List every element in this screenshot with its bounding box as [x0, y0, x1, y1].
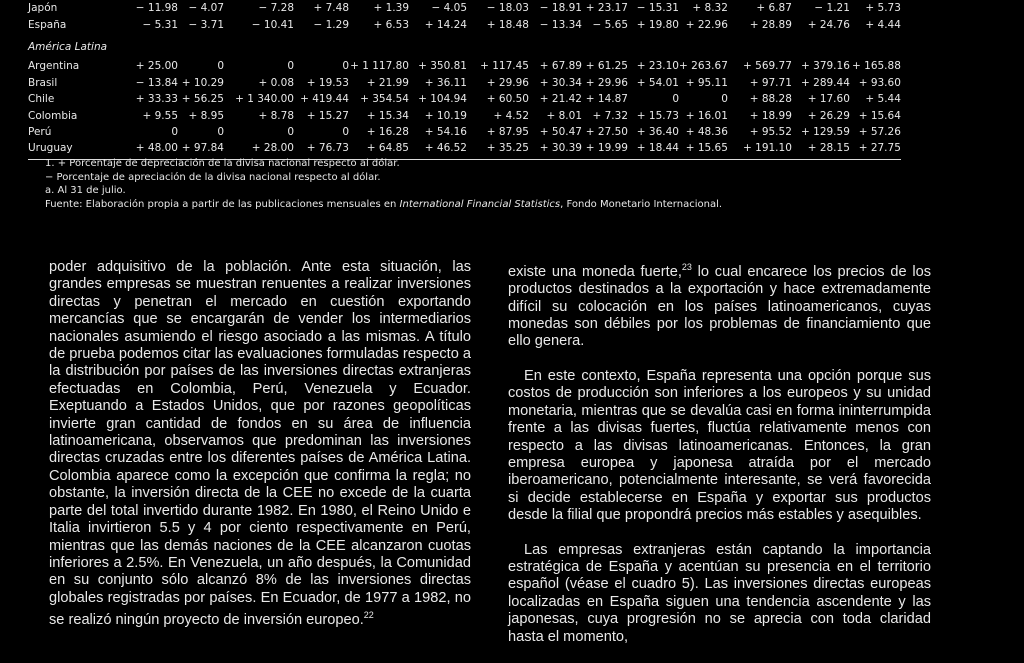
- value-cell: + 23.17: [585, 2, 628, 15]
- value-cell: + 48.00: [114, 140, 178, 159]
- value-cell: − 18.91: [539, 2, 582, 15]
- table-row: [28, 58, 901, 74]
- value-cell: + 5.73: [865, 2, 901, 15]
- value-cell: 0: [342, 60, 349, 73]
- value-cell: + 87.95: [486, 125, 529, 138]
- value-cell: + 60.50: [486, 93, 529, 106]
- country-cell: Chile: [28, 93, 55, 106]
- value-cell: 0: [217, 60, 224, 73]
- table-row: [28, 107, 901, 123]
- table-source: [45, 198, 722, 212]
- country-cell: España: [28, 18, 67, 31]
- right-paragraph-1: [508, 259, 931, 351]
- value-cell: + 263.67: [679, 60, 728, 73]
- value-cell: + 191.10: [728, 140, 792, 159]
- value-cell: + 95.52: [749, 125, 792, 138]
- value-cell: + 289.44: [801, 76, 850, 89]
- value-cell: + 354.54: [360, 93, 409, 106]
- value-cell: 0: [342, 125, 349, 138]
- value-cell: + 379.16: [801, 60, 850, 73]
- value-cell: + 97.71: [749, 76, 792, 89]
- value-cell: + 29.96: [585, 76, 628, 89]
- value-cell: + 97.84: [178, 140, 224, 159]
- value-cell: + 7.48: [313, 2, 349, 15]
- value-cell: + 14.87: [585, 93, 628, 106]
- value-cell: − 1.29: [313, 18, 349, 31]
- value-cell: + 25.00: [135, 60, 178, 73]
- value-cell: + 57.26: [858, 125, 901, 138]
- right-paragraph-3: Las empresas extranjeras están captando la importancia estratégica de España y acentúan su presencia en el territorio español (véase el cuadro 5). Las inversiones directas europeas localizadas en España siguen una tendencia ascendente y las japonesas, cuya progresión no se aprecia con toda claridad hasta el momento,: [508, 541, 931, 645]
- value-cell: 0: [217, 125, 224, 138]
- value-cell: − 3.71: [188, 18, 224, 31]
- country-cell: Japón: [28, 2, 58, 15]
- right-text-column: [508, 259, 931, 663]
- section-label: América Latina: [28, 40, 108, 53]
- value-cell: + 15.65: [679, 140, 728, 159]
- value-cell: + 21.42: [539, 93, 582, 106]
- value-cell: + 46.52: [409, 140, 467, 159]
- value-cell: + 33.33: [135, 93, 178, 106]
- value-cell: − 10.41: [251, 18, 294, 31]
- value-cell: + 27.75: [850, 140, 901, 159]
- country-cell: Perú: [28, 125, 52, 138]
- value-cell: + 165.88: [852, 60, 901, 73]
- country-cell: Brasil: [28, 76, 58, 89]
- value-cell: + 54.01: [636, 76, 679, 89]
- value-cell: + 29.96: [486, 76, 529, 89]
- table-notes: [45, 157, 722, 211]
- value-cell: − 11.98: [135, 2, 178, 15]
- value-cell: + 18.99: [749, 109, 792, 122]
- value-cell: + 30.34: [539, 76, 582, 89]
- country-cell: Colombia: [28, 109, 78, 122]
- value-cell: + 56.25: [181, 93, 224, 106]
- value-cell: + 67.89: [539, 60, 582, 73]
- value-cell: + 95.11: [685, 76, 728, 89]
- right-paragraph-2: En este contexto, España representa una opción porque sus costos de producción son inferiores a los europeos y su unidad monetaria, mientras que se devalúa casi en forma ininterrumpida frente a las divisas fuertes, fluctúa relativamente menos con respecto a las divisas latinoamericanas. Entonces, la gran empresa europea y japonesa atraída por el mercado iberoamericano, potencialmente interesante, se verá favorecida si decide establecerse en España y exportar sus productos desde la filial que propondrá precios más estables y asequibles.: [508, 367, 931, 524]
- value-cell: + 27.50: [585, 125, 628, 138]
- note-appreciation: − Porcentaje de apreciación de la divisa nacional respecto al dólar.: [45, 171, 381, 183]
- value-cell: + 15.27: [306, 109, 349, 122]
- value-cell: + 26.29: [807, 109, 850, 122]
- value-cell: + 19.80: [636, 18, 679, 31]
- value-cell: + 10.19: [424, 109, 467, 122]
- value-cell: + 61.25: [585, 60, 628, 73]
- value-cell: + 28.15: [792, 140, 850, 159]
- section-row: [28, 33, 901, 58]
- left-paragraph: [49, 259, 471, 629]
- footnote-ref-23: 23: [681, 262, 692, 272]
- value-cell: + 10.29: [181, 76, 224, 89]
- value-cell: 0: [672, 93, 679, 106]
- value-cell: + 88.28: [749, 93, 792, 106]
- value-cell: + 50.47: [539, 125, 582, 138]
- value-cell: − 5.31: [142, 18, 178, 31]
- source-title: International Financial Statistics: [399, 198, 561, 210]
- value-cell: − 5.65: [592, 18, 628, 31]
- table-row: [28, 124, 901, 140]
- value-cell: + 6.53: [373, 18, 409, 31]
- value-cell: + 15.73: [636, 109, 679, 122]
- value-cell: + 350.81: [418, 60, 467, 73]
- value-cell: + 19.53: [306, 76, 349, 89]
- value-cell: + 8.78: [258, 109, 294, 122]
- value-cell: + 15.34: [366, 109, 409, 122]
- value-cell: − 13.84: [135, 76, 178, 89]
- value-cell: + 117.45: [480, 60, 529, 73]
- value-cell: + 36.40: [636, 125, 679, 138]
- value-cell: − 4.05: [431, 2, 467, 15]
- value-cell: + 419.44: [300, 93, 349, 106]
- left-text-column: [49, 259, 471, 646]
- value-cell: − 15.31: [636, 2, 679, 15]
- value-cell: + 18.48: [486, 18, 529, 31]
- value-cell: + 16.28: [366, 125, 409, 138]
- value-cell: + 1 340.00: [235, 93, 294, 106]
- value-cell: + 7.32: [592, 109, 628, 122]
- value-cell: + 15.64: [858, 109, 901, 122]
- right-p1-before: existe una moneda fuerte,: [508, 263, 682, 280]
- value-cell: + 54.16: [424, 125, 467, 138]
- source-prefix: Fuente: Elaboración propia a partir de las publicaciones mensuales en: [45, 198, 400, 210]
- value-cell: + 64.85: [349, 140, 409, 159]
- value-cell: 0: [287, 125, 294, 138]
- value-cell: + 8.01: [546, 109, 582, 122]
- right-p1-after: lo cual encarece los precios de los productos destinados a la exportación y hace extremadamente difícil su colocación en los países latinoamericanos, cuyas monedas son débiles por los problemas de financiamiento que ello genera.: [508, 263, 932, 350]
- table-row: [28, 75, 901, 91]
- value-cell: + 76.73: [294, 140, 349, 159]
- value-cell: + 21.99: [366, 76, 409, 89]
- value-cell: + 28.00: [224, 140, 294, 159]
- value-cell: + 569.77: [743, 60, 792, 73]
- value-cell: − 4.07: [188, 2, 224, 15]
- value-cell: + 30.39: [529, 140, 582, 159]
- value-cell: 0: [721, 93, 728, 106]
- value-cell: + 48.36: [685, 125, 728, 138]
- value-cell: + 93.60: [858, 76, 901, 89]
- value-cell: − 7.28: [258, 2, 294, 15]
- value-cell: + 104.94: [418, 93, 467, 106]
- country-cell: Argentina: [28, 60, 80, 73]
- value-cell: 0: [287, 60, 294, 73]
- value-cell: + 16.01: [685, 109, 728, 122]
- table-row: [28, 0, 901, 16]
- value-cell: + 36.11: [424, 76, 467, 89]
- value-cell: − 13.34: [539, 18, 582, 31]
- value-cell: + 1 117.80: [350, 60, 409, 73]
- value-cell: + 129.59: [801, 125, 850, 138]
- value-cell: + 8.32: [692, 2, 728, 15]
- value-cell: + 24.76: [807, 18, 850, 31]
- value-cell: + 8.95: [188, 109, 224, 122]
- value-cell: + 17.60: [807, 93, 850, 106]
- value-cell: + 18.44: [628, 140, 679, 159]
- value-cell: − 1.21: [814, 2, 850, 15]
- value-cell: + 1.39: [373, 2, 409, 15]
- value-cell: − 18.03: [486, 2, 529, 15]
- note-a: a. Al 31 de julio.: [45, 185, 126, 196]
- value-cell: 0: [171, 125, 178, 138]
- source-suffix: , Fondo Monetario Internacional.: [560, 198, 723, 210]
- value-cell: + 14.24: [424, 18, 467, 31]
- value-cell: + 5.44: [865, 93, 901, 106]
- value-cell: + 19.99: [582, 140, 628, 159]
- value-cell: + 6.87: [756, 2, 792, 15]
- value-cell: + 4.52: [493, 109, 529, 122]
- country-cell: Uruguay: [28, 140, 114, 159]
- value-cell: + 23.10: [636, 60, 679, 73]
- value-cell: + 9.55: [142, 109, 178, 122]
- value-cell: + 0.08: [258, 76, 294, 89]
- left-paragraph-text: poder adquisitivo de la población. Ante esta situación, las grandes empresas se muestran renuentes a realizar inversiones directas y penetran el mercado en cuestión exportando mercancías que se encargarán de vender los intermediarios nacionales asumiendo el riesgo asociado a las mismas. A título de prueba podemos citar las evaluaciones formuladas respecto a la distribución por países de las inversiones directas extranjeras efectuadas en Colombia, Perú, Venezuela y Ecuador. Exeptuando a Estados Unidos, que por razones geopolíticas invierte gran cantidad de fondos en su área de influencia latinoamericana, observamos que predominan las inversiones directas cruzadas entre los diferentes países de América Latina. Colombia aparece como la excepción que confirma la regla; no obstante, la inversión directa de la CEE no excede de la cuarta parte del total invertido durante 1982. En 1980, el Reino Unido e Italia invirtieron 5.5 y 4 por ciento respectivamente en Perú, mientras que las demás naciones de la CEE alcanzaron cuotas inferiores a 2.5%. En Venezuela, un año después, la Comunidad en su conjunto sólo alcanzó 8% de las inversiones directas globales registradas por países. En Ecuador, de 1977 a 1982, no se realizó ningún proyecto de inversión europeo.: [49, 259, 471, 628]
- value-cell: + 28.89: [749, 18, 792, 31]
- value-cell: + 35.25: [467, 140, 529, 159]
- note-depreciation: 1. + Porcentaje de depreciación de la divisa nacional respecto al dólar.: [45, 158, 400, 169]
- footnote-ref-22: 22: [363, 610, 374, 621]
- value-cell: + 22.96: [685, 18, 728, 31]
- value-cell: + 4.44: [865, 18, 901, 31]
- table-row: [28, 16, 901, 32]
- exchange-rate-table: [28, 0, 901, 160]
- table-row: [28, 91, 901, 107]
